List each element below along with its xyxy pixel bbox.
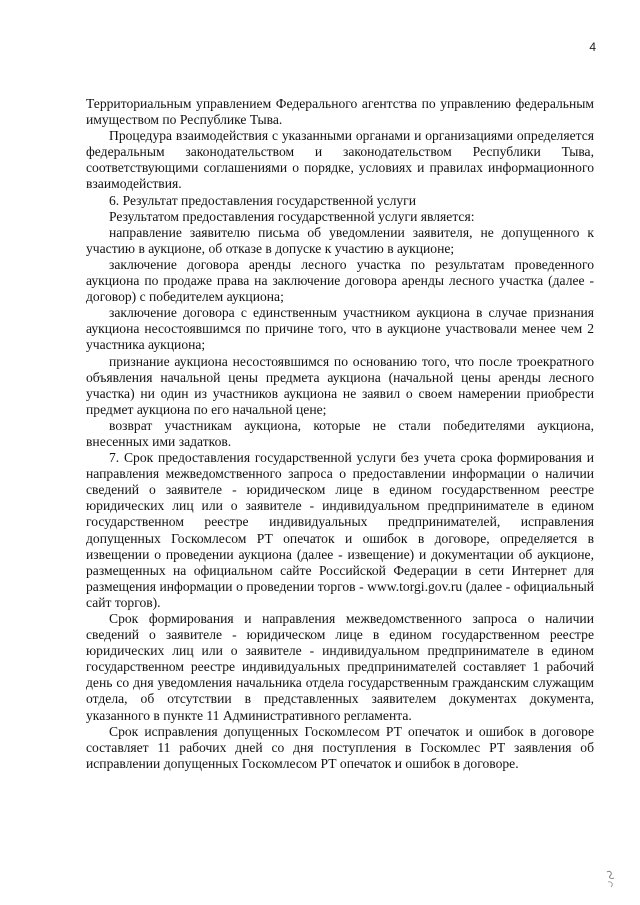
paragraph-interagency-request-term: Срок формирования и направления межведомственного запроса о наличии сведений о заявителе - юридическом лице в едином государственном реестре юридических лиц или о заявителе - индивидуальном предпринимателе в едином государственном реестре индивидуальных предпринимателей составляет 1 рабочий день со дня уведомления начальника отдела государственным гражданским служащим отдела, об отсутствии в представленных заявителем документах документа, указанного в пункте 11 Административного регламента. [86, 611, 594, 723]
paragraph-interaction-procedure: Процедура взаимодействия с указанными органами и организациями определяется федеральным законодательством и законодательством Республики Тыва, соответствующими соглашениями о порядке, условиях и правилах информационного взаимодействия. [86, 128, 594, 192]
paragraph-result-item-2: заключение договора аренды лесного участка по результатам проведенного аукциона по продаже права на заключение договора аренды лесного участка (далее - договор) с победителем аукциона; [86, 256, 594, 305]
paragraph-continuation: Территориальным управлением Федерального агентства по управлению федеральным имуществом по Республике Тыва. [86, 96, 594, 128]
page-number: 4 [589, 40, 596, 54]
document-body [86, 96, 594, 772]
paragraph-result-item-5: возврат участникам аукциона, которые не стали победителями аукциона, внесенных ими задатков. [86, 417, 594, 449]
paragraph-result-item-3: заключение договора с единственным участником аукциона в случае признания аукциона несостоявшимся по причине того, что в аукционе участвовали менее чем 2 участника аукциона; [86, 305, 594, 353]
paragraph-result-item-1: направление заявителю письма об уведомлении заявителя, не допущенного к участию в аукционе, об отказе в допуске к участию в аукционе; [86, 224, 594, 256]
section-heading-6: 6. Результат предоставления государственной услуги [109, 192, 416, 208]
handwritten-margin-mark [603, 868, 619, 890]
paragraph-result-intro: Результатом предоставления государственной услуги является: [109, 208, 475, 224]
paragraph-correction-term: Срок исправления допущенных Госкомлесом РТ опечаток и ошибок в договоре составляет 11 рабочих дней со дня поступления в Госкомлес РТ заявления об исправлении допущенных Госкомлесом РТ опечаток и ошибок в договоре. [86, 723, 594, 771]
section-7-service-term: 7. Срок предоставления государственной услуги без учета срока формирования и направления межведомственного запроса о предоставлении информации о наличии сведений о заявителе - юридическом лице в едином государственном реестре юридических лиц или о заявителе - индивидуальном предпринимателе в едином государственном реестре индивидуальных предпринимателей, исправления допущенных Госкомлесом РТ опечаток и ошибок в договоре, определяется в извещении о проведении аукциона (далее - извещение) и документации об аукционе, размещенных на официальном сайте Российской Федерации в сети Интернет для размещения информации о проведении торгов - www.torgi.gov.ru (далее - официальный сайт торгов). [86, 450, 594, 610]
paragraph-result-item-4: признание аукциона несостоявшимся по основанию того, что после троекратного объявления начальной цены предмета аукциона (начальной цены аренды лесного участка) ни один из участников аукциона не заявил о своем намерении приобрести предмет аукциона по его начальной цене; [86, 353, 594, 417]
